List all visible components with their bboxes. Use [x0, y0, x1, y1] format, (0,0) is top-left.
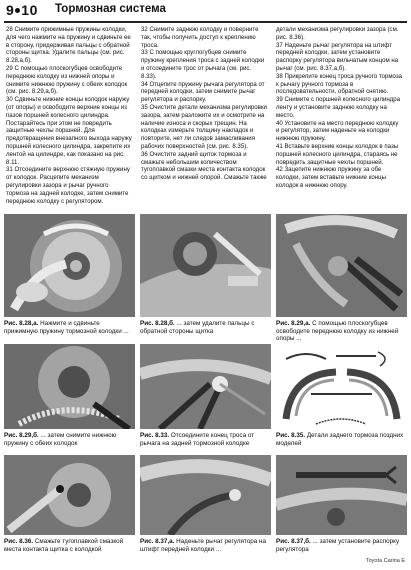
paragraph: 37 Наденьте рычаг регулятора на штифт передней колодки, затем установите распорку регулятора вильчатым концом на рычаг (см. рис. 8.37,а,б). — [276, 41, 399, 72]
figure-text: ... затем снимите нижнюю пружину с обеих колодок — [4, 432, 117, 447]
paragraph: 28 Снимите прижимные пружины колодки, для чего нажмите на пружину и сдвиньте ее в сторону, придерживая пальцы с обратной стороны щитка. Удалите пальцы (см. рис. 8.28,а,б). — [6, 26, 131, 65]
photo-brake-hold-down-spring — [4, 214, 135, 317]
figure-caption — [140, 538, 271, 553]
photo-pliers-front-shoe — [276, 214, 407, 317]
figure-8-28a — [4, 214, 135, 335]
figure-id: Рис. 8.28,б. — [140, 320, 175, 327]
paragraph: 36 Очистите задний щиток тормоза и смажьте небольшим количеством тугоплавкой смазки места контакта колодок со щитком и нижней опорой. Смажьте также — [141, 150, 267, 182]
paragraph: 39 Снимите с поршней колесного цилиндра ленту и установите заднюю колодку на место. — [276, 96, 401, 119]
paragraph: 35 Очистите детали механизма регулировки зазора, затем разложите их и осмотрите на наличие износа и скорых трещин. На колодках измерьте толщину накладок и повторите, нет ли следов замасливания рабочих поверхностей (см. рис. 8.35). — [141, 103, 267, 150]
figure-text: Смажьте тугоплавкой смазкой места контакта щитка с колодкой — [4, 538, 124, 553]
paragraph: 30 Сдвиньте нижние концы колодок наружу (от опоры) и освободите верхние концы из пазов поршней колесного цилиндра. Постарайтесь при этом не повредить защитные чехлы поршней. Для предотвращения внезапного выхода наружу поршней колесного цилиндра, закрепите их лентой на цилиндре, как показано на рис. 8.11. — [6, 96, 132, 166]
paragraph: 34 Отцепите пружину рычага регулятора от передней колодки, затем снимите рычаг регулятора и распорку. — [141, 80, 265, 104]
figure-id: Рис. 8.33. — [140, 432, 170, 439]
figure-id: Рис. 8.36. — [4, 538, 34, 545]
figure-text: Детали заднего тормоза поздних моделей — [276, 432, 404, 447]
paragraph: 38 Прикрепите конец троса ручного тормоза к рычагу ручного тормоза в последовательности, обратной снятию. — [276, 72, 403, 96]
text-column-1 — [6, 26, 133, 212]
page-sub-number: 10 — [21, 2, 38, 18]
photo-handbrake-cable — [140, 344, 271, 429]
page-number-dot-icon — [15, 8, 20, 13]
figure-text: Нажмите и сдвиньте прижимную пружину тормозной колодки ... — [4, 320, 129, 335]
figure-8-37a — [140, 455, 271, 553]
photo-lower-spring — [4, 344, 135, 429]
header-divider — [4, 21, 407, 23]
paragraph: 29 С помощью плоскогубцев освободите переднюю колодку из нижней опоры и снимите нижнюю пружину с обеих колодок (см. рис. 8.29,а,б). — [6, 64, 128, 96]
page-number — [6, 2, 38, 18]
figure-text: ... затем удалите пальцы с обратной стороны щитка — [140, 320, 255, 335]
paragraph: детали механизма регулировки зазора (см. рис. 8.36). — [276, 26, 399, 41]
section-title: Тормозная система — [55, 3, 166, 15]
text-column-2 — [141, 26, 268, 212]
figure-8-29b — [4, 344, 135, 447]
paragraph: 32 Снимите заднюю колодку и поверните так, чтобы получить доступ к креплению троса. — [141, 26, 259, 49]
figure-text: Наденьте рычаг регулятора на штифт передней колодки ... — [140, 538, 266, 553]
figure-caption — [4, 538, 135, 553]
figure-caption — [276, 320, 407, 343]
figure-caption — [140, 432, 271, 447]
figure-id: Рис. 8.35. — [276, 432, 306, 439]
figure-caption — [140, 320, 271, 335]
photo-adjuster-lever-pin — [140, 455, 271, 535]
photo-adjuster-strut — [276, 455, 407, 535]
figure-8-37b — [276, 455, 407, 553]
figure-8-28b — [140, 214, 271, 335]
figure-text: С помощью плоскогубцев освободите переднюю колодку из нижней опоры ... — [276, 320, 399, 343]
figure-caption — [276, 432, 407, 447]
figure-8-29a — [276, 214, 407, 343]
figure-text: Отсоедините конец троса от рычага на задней тормозной колодке — [140, 432, 255, 447]
figure-8-36 — [4, 455, 135, 553]
photo-rear-brake-parts — [276, 344, 407, 429]
photo-backing-plate-pins — [140, 214, 271, 317]
figure-id: Рис. 8.37,а. — [140, 538, 175, 545]
paragraph: 33 С помощью круглогубцев снимите пружину крепления троса с задней колодки и отсоедините трос от рычага (см. рис. 8.33). — [141, 49, 265, 80]
figure-id: Рис. 8.28,а. — [4, 320, 39, 327]
figure-caption — [4, 432, 135, 447]
page-footer: Toyota Carina E — [365, 558, 405, 564]
paragraph: 40 Установите на место переднюю колодку и регулятор, затем наденьте на колодки нижнюю пружину. — [276, 119, 399, 143]
paragraph: 42 Зацепите нижнюю пружину за обе колодки, затем вставьте нижние концы колодок в нижнюю опору. — [276, 166, 387, 189]
paragraph: 31 Отсоедините верхнюю стяжную пружину от колодок. Расцепите механизм регулировки зазора и рычаг ручного тормоза на задней колодке, затем снимите переднюю колодку с регулятором. — [6, 166, 130, 205]
figure-caption — [276, 538, 407, 553]
paragraph: 41 Вставьте верхние концы колодок в пазы поршней колесного цилиндра, стараясь не повредить защитные чехлы поршней. — [276, 142, 399, 166]
figure-caption — [4, 320, 135, 335]
text-column-3 — [276, 26, 403, 212]
figure-id: Рис. 8.29,а. — [276, 320, 311, 327]
figure-text: ... затем установите распорку регулятора — [276, 538, 400, 553]
figure-8-33 — [140, 344, 271, 447]
photo-grease-contact-points — [4, 455, 135, 535]
page-chapter-number: 9 — [6, 2, 15, 18]
figure-8-35 — [276, 344, 407, 447]
figure-id: Рис. 8.29,б. — [4, 432, 39, 439]
page-header — [0, 0, 411, 22]
figure-id: Рис. 8.37,б. — [276, 538, 311, 545]
